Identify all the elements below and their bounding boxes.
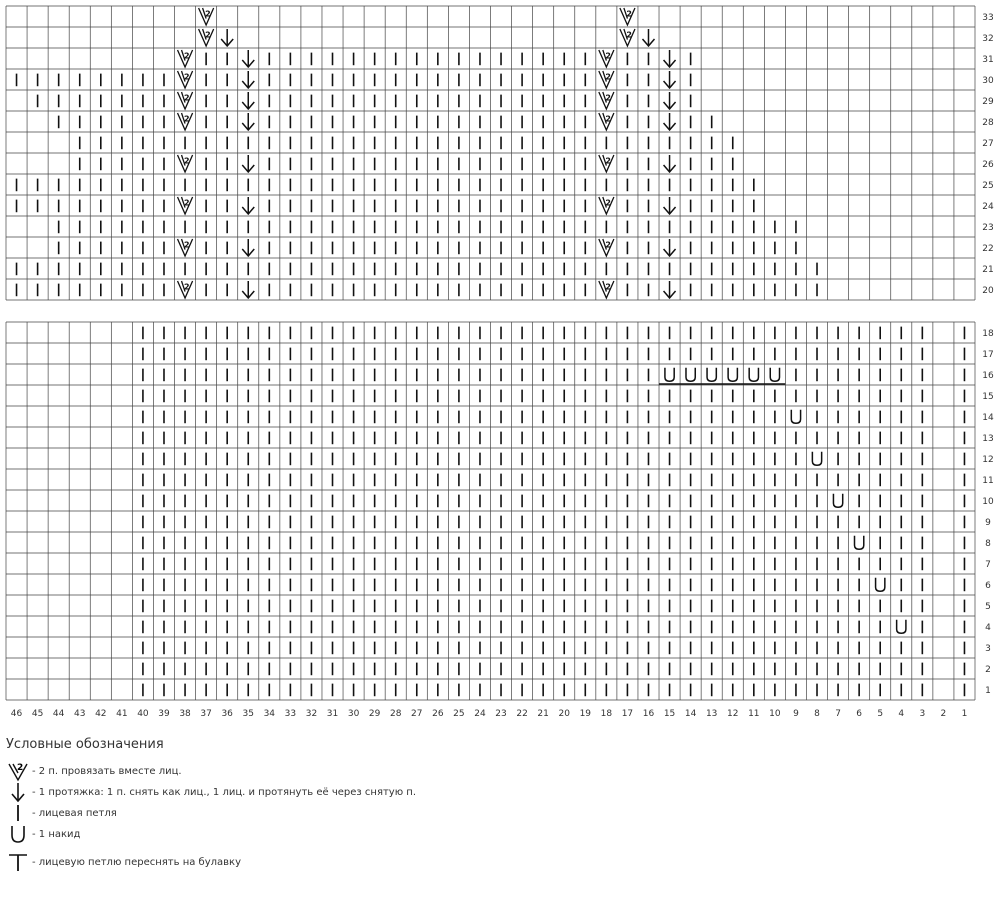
column-number: 28: [389, 709, 402, 719]
knit-icon: [6, 802, 30, 824]
column-number: 30: [347, 709, 360, 719]
column-number: 14: [684, 709, 697, 719]
row-number: 11: [982, 476, 994, 486]
legend-item-knit: [6, 803, 117, 823]
row-number: 29: [982, 97, 994, 107]
column-number: 31: [326, 709, 339, 719]
row-number: 31: [982, 55, 994, 65]
column-number: 22: [516, 709, 528, 719]
row-number: 21: [982, 265, 994, 275]
column-number: 26: [432, 709, 444, 719]
column-number: 3: [919, 709, 926, 719]
row-number: 18: [982, 329, 994, 339]
row-number: 33: [982, 13, 994, 23]
svg-text:2: 2: [17, 763, 24, 773]
k2tog-number: 2: [184, 198, 190, 208]
yarn-over: [770, 368, 779, 381]
column-number: 17: [621, 709, 634, 719]
k2tog-number: 2: [605, 282, 611, 292]
k2tog-number: 2: [184, 72, 190, 82]
column-number: 35: [242, 709, 254, 719]
legend-item-skpo: [6, 782, 416, 802]
column-number: 34: [263, 709, 276, 719]
column-number: 11: [748, 709, 760, 719]
k2tog-number: 2: [605, 72, 611, 82]
k2tog-number: 2: [605, 51, 611, 61]
legend-text-yo: - 1 накид: [32, 828, 81, 840]
k2tog-number: 2: [184, 156, 190, 166]
column-number: 33: [284, 709, 297, 719]
column-number: 25: [453, 709, 465, 719]
row-number: 10: [982, 497, 994, 507]
row-number: 25: [982, 181, 994, 191]
column-number: 18: [600, 709, 613, 719]
yarn-over: [897, 620, 906, 633]
row-number: 8: [985, 539, 991, 549]
yarn-over: [749, 368, 758, 381]
row-number: 17: [982, 350, 994, 360]
row-number: 24: [982, 202, 994, 212]
column-number: 16: [642, 709, 655, 719]
legend-item-yo: [6, 824, 80, 844]
k2tog-icon: [6, 760, 30, 782]
k2tog-number: 2: [605, 93, 611, 103]
column-number: 15: [663, 709, 676, 719]
k2tog-number: 2: [626, 30, 633, 40]
row-number: 32: [982, 34, 994, 44]
k2tog-number: 2: [184, 240, 190, 250]
column-number: 10: [769, 709, 781, 719]
row-number: 7: [985, 560, 991, 570]
yarn-over: [791, 410, 800, 423]
row-number: 3: [985, 644, 991, 654]
row-number: 13: [982, 434, 994, 444]
column-number: 20: [558, 709, 570, 719]
yarn-over: [665, 368, 674, 381]
row-number: 6: [985, 581, 991, 591]
column-number: 29: [368, 709, 381, 719]
column-number: 41: [116, 709, 128, 719]
k2tog-number: 2: [605, 198, 611, 208]
k2tog-number: 2: [184, 282, 190, 292]
legend-text-holder: - лицевую петлю переснять на булавку: [32, 856, 241, 868]
row-number: 22: [982, 244, 994, 254]
column-number: 8: [814, 709, 820, 719]
column-number: 32: [305, 709, 318, 719]
yarn-over: [728, 368, 737, 381]
row-number: 12: [982, 455, 994, 465]
column-number: 2: [940, 709, 947, 719]
row-number: 5: [985, 602, 991, 612]
column-number: 24: [474, 709, 486, 719]
legend-item-holder: [6, 852, 241, 872]
row-number: 4: [985, 623, 991, 633]
column-number: 7: [835, 709, 841, 719]
row-number: 26: [982, 160, 994, 170]
row-number: 9: [985, 518, 991, 528]
legend-text-k2tog: - 2 п. провязать вместе лиц.: [32, 765, 182, 777]
column-number: 27: [411, 709, 423, 719]
legend-item-k2tog: [6, 761, 182, 781]
row-number: 14: [982, 413, 994, 423]
yarn-over: [855, 536, 864, 549]
k2tog-number: 2: [184, 114, 190, 124]
row-number: 2: [985, 665, 991, 675]
column-number: 9: [793, 709, 799, 719]
yarn-over: [707, 368, 716, 381]
column-number: 39: [158, 709, 170, 719]
column-number: 46: [10, 709, 23, 719]
row-number: 27: [982, 139, 994, 149]
yarn-over: [876, 578, 885, 591]
legend-text-knit: - лицевая петля: [32, 807, 117, 819]
column-number: 36: [221, 709, 233, 719]
k2tog-number: 2: [605, 240, 611, 250]
legend-title: Условные обозначения: [6, 737, 164, 752]
column-number: 43: [74, 709, 86, 719]
row-number: 16: [982, 371, 994, 381]
column-number: 23: [495, 709, 507, 719]
column-number: 13: [705, 709, 718, 719]
column-number: 40: [137, 709, 149, 719]
column-number: 1: [961, 709, 968, 719]
yarn-over: [686, 368, 695, 381]
row-number: 20: [982, 286, 994, 296]
k2tog-number: 2: [605, 114, 611, 124]
row-number: 1: [985, 686, 991, 696]
column-number: 42: [95, 709, 107, 719]
legend-text-skpo: - 1 протяжка: 1 п. снять как лиц., 1 лиц. и протянуть её через снятую п.: [32, 786, 417, 798]
column-number: 45: [31, 709, 44, 719]
column-number: 4: [898, 709, 905, 719]
holder-icon: [6, 851, 30, 873]
column-number: 44: [52, 709, 65, 719]
k2tog-number: 2: [626, 9, 633, 19]
yarn-over: [833, 494, 842, 507]
skpo-icon: [6, 781, 30, 803]
yarn-over: [812, 452, 821, 465]
k2tog-number: 2: [605, 156, 611, 166]
column-number: 37: [200, 709, 212, 719]
k2tog-number: 2: [184, 51, 190, 61]
column-number: 12: [727, 709, 739, 719]
row-number: 30: [982, 76, 994, 86]
column-number: 5: [877, 709, 884, 719]
column-number: 21: [537, 709, 549, 719]
row-number: 28: [982, 118, 994, 128]
row-number: 15: [982, 392, 994, 402]
column-number: 38: [179, 709, 191, 719]
column-number: 19: [579, 709, 592, 719]
k2tog-number: 2: [205, 30, 211, 40]
k2tog-number: 2: [184, 93, 190, 103]
k2tog-number: 2: [205, 9, 211, 19]
column-number: 6: [856, 709, 863, 719]
row-number: 23: [982, 223, 994, 233]
yo-icon: [6, 823, 30, 845]
